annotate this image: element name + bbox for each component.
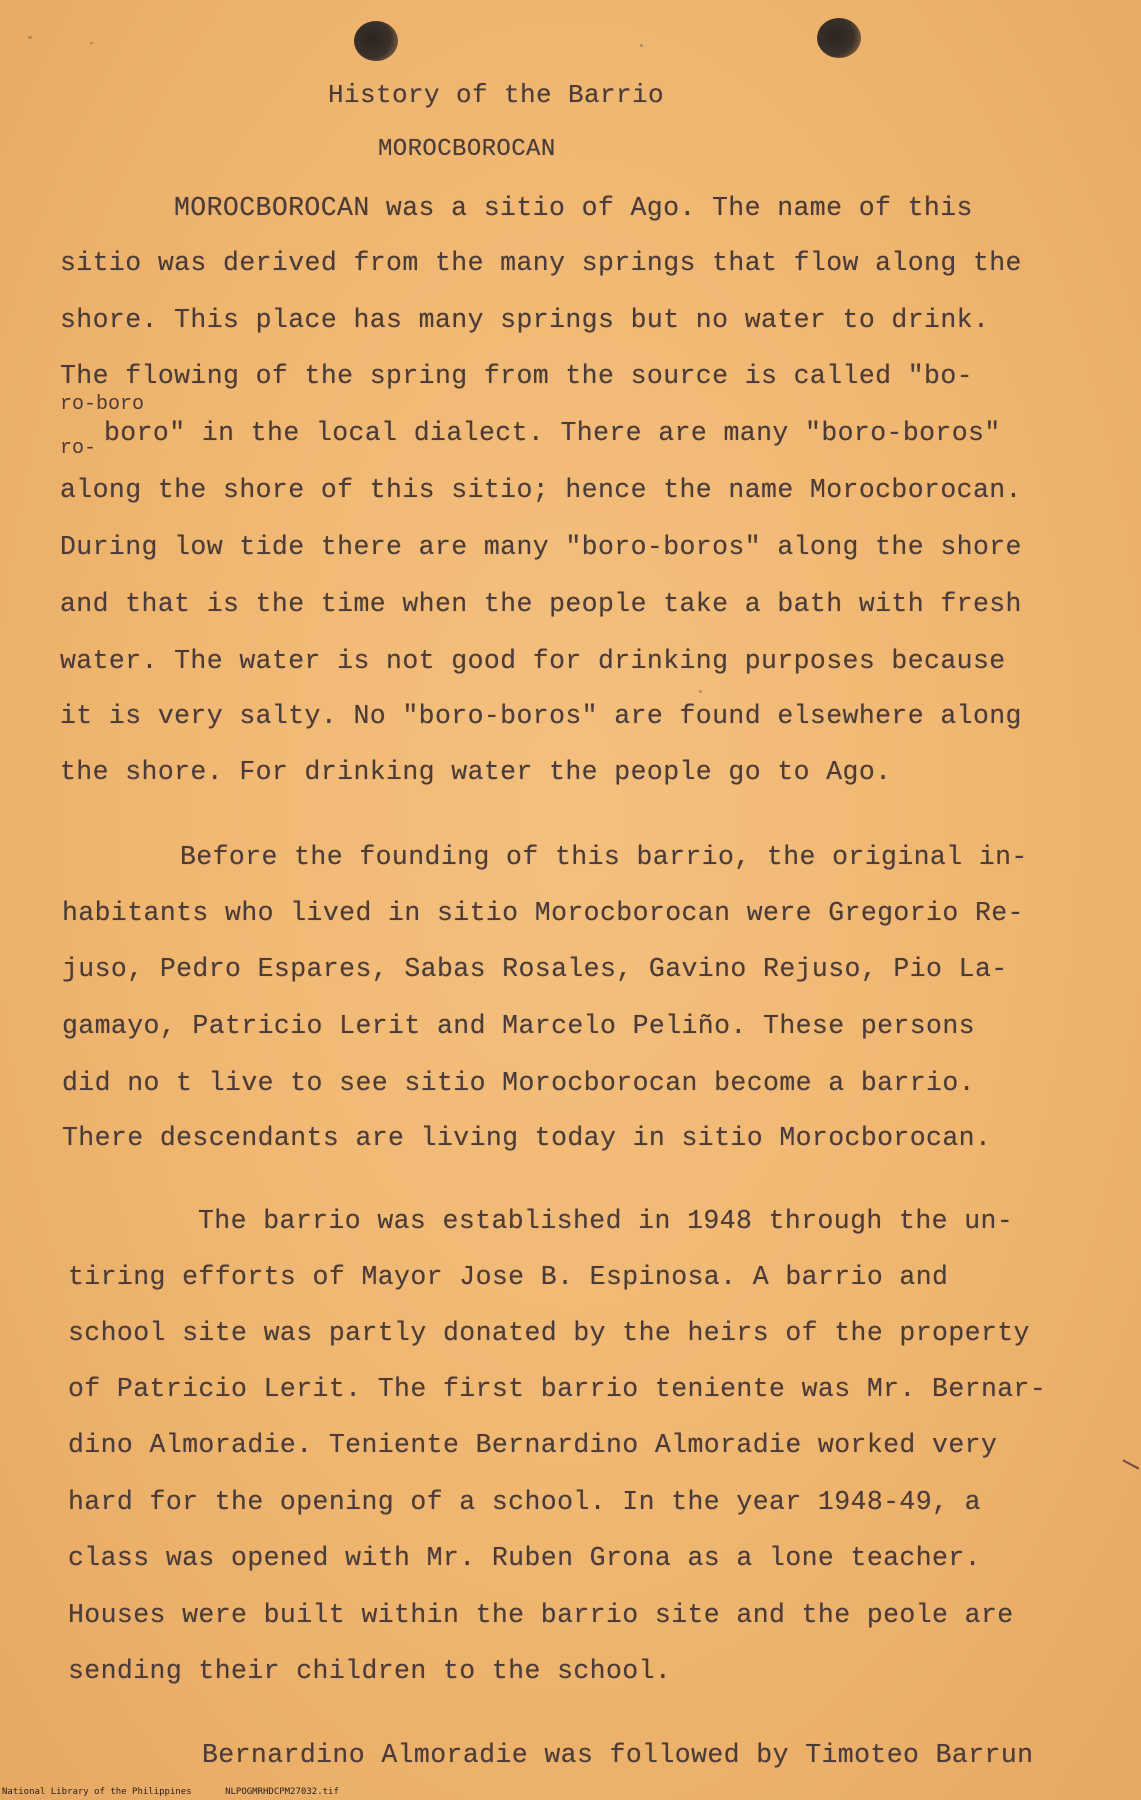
text-line: and that is the time when the people take a bath with fresh <box>60 589 1022 619</box>
text-line: habitants who lived in sitio Morocborocan were Gregorio Re- <box>62 898 1024 928</box>
text-line: of Patricio Lerit. The first barrio teniente was Mr. Bernar- <box>68 1374 1047 1404</box>
text-line: juso, Pedro Espares, Sabas Rosales, Gavino Rejuso, Pio La- <box>62 954 1008 984</box>
paper-speck <box>640 44 643 47</box>
text-line: the shore. For drinking water the people go to Ago. <box>60 757 892 787</box>
text-line: tiring efforts of Mayor Jose B. Espinosa. A barrio and <box>68 1262 949 1292</box>
text-line: boro" in the local dialect. There are many "boro-boros" <box>104 418 1001 448</box>
punch-hole <box>354 21 398 61</box>
text-line: school site was partly donated by the heirs of the property <box>68 1318 1030 1348</box>
text-line: Houses were built within the barrio site and the peole are <box>68 1600 1014 1630</box>
text-line: did no t live to see sitio Morocborocan become a barrio. <box>62 1068 975 1098</box>
text-line: The barrio was established in 1948 through the un- <box>198 1206 1014 1236</box>
footer-source: National Library of the Philippines <box>2 1787 192 1797</box>
text-line: During low tide there are many "boro-boros" along the shore <box>60 532 1022 562</box>
footer-filename: NLPOGMRHDCPM27032.tif <box>225 1787 339 1797</box>
text-line: Bernardino Almoradie was followed by Timoteo Barrun <box>202 1740 1034 1770</box>
text-line-fragment: ro- <box>60 437 97 460</box>
document-subtitle: MOROCBOROCAN <box>378 136 556 163</box>
paper-speck <box>699 690 702 693</box>
text-line: Before the founding of this barrio, the original in- <box>180 842 1028 872</box>
text-line: MOROCBOROCAN was a sitio of Ago. The name of this <box>174 193 973 223</box>
text-line: along the shore of this sitio; hence the name Morocborocan. <box>60 475 1022 505</box>
paper-speck <box>28 36 32 39</box>
text-line: sending their children to the school. <box>68 1656 672 1686</box>
punch-hole <box>817 18 861 58</box>
text-line: shore. This place has many springs but no water to drink. <box>60 305 990 335</box>
text-line: There descendants are living today in sitio Morocborocan. <box>62 1123 992 1153</box>
text-line: hard for the opening of a school. In the year 1948-49, a <box>68 1487 981 1517</box>
text-line-insert: ro-boro <box>60 393 145 416</box>
text-line: gamayo, Patricio Lerit and Marcelo Peliño. These persons <box>62 1011 975 1041</box>
text-line: The flowing of the spring from the source is called "bo- <box>60 361 973 391</box>
text-line: water. The water is not good for drinking purposes because <box>60 646 1006 676</box>
text-line: sitio was derived from the many springs that flow along the <box>60 248 1022 278</box>
text-line: class was opened with Mr. Ruben Grona as a lone teacher. <box>68 1543 981 1573</box>
paper-speck <box>90 42 93 44</box>
paper-tear <box>1119 1459 1140 1476</box>
document-title: History of the Barrio <box>328 80 665 110</box>
text-line: dino Almoradie. Teniente Bernardino Almoradie worked very <box>68 1430 998 1460</box>
scan-footer <box>2 1787 367 1797</box>
text-line: it is very salty. No "boro-boros" are found elsewhere along <box>60 701 1022 731</box>
